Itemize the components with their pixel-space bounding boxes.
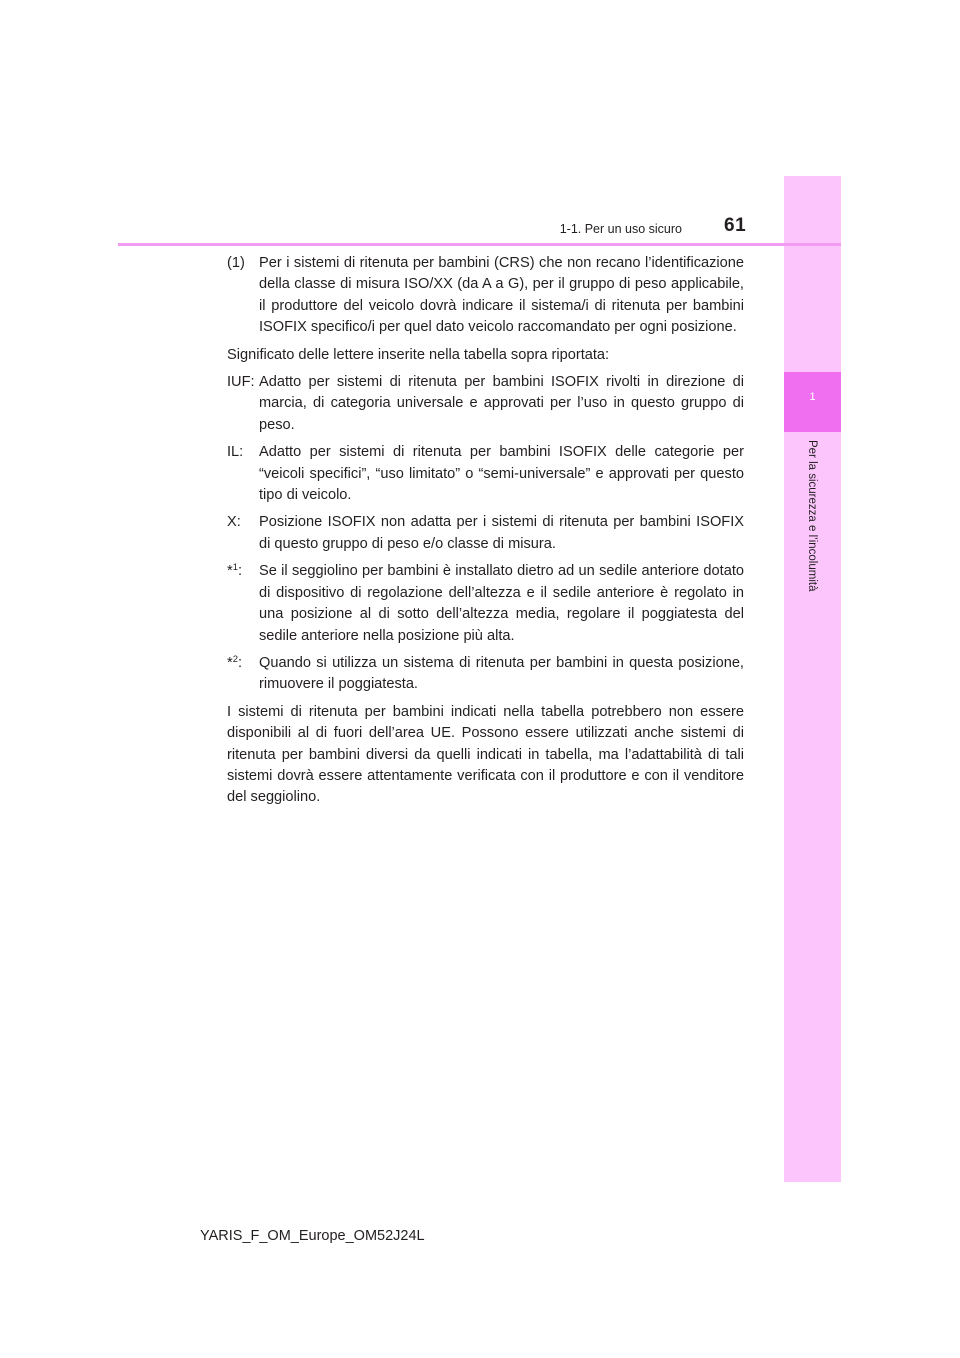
- legend-entry-iuf: [227, 372, 744, 436]
- legend-intro: Significato delle lettere inserite nella tabella sopra riportata:: [227, 346, 610, 363]
- note-entry-2: [227, 653, 744, 696]
- legend-marker: IUF:: [227, 374, 255, 391]
- note-colon: :: [237, 563, 243, 580]
- legend-text: Adatto per sistemi di ritenuta per bambini ISOFIX rivolti in direzione di marcia, di categoria universale e approvati per l’uso in questo gruppo di peso.: [259, 374, 744, 433]
- legend-entry-il: [227, 442, 744, 506]
- legend-text: Posizione ISOFIX non adatta per i sistemi di ritenuta per bambini ISOFIX di questo gruppo di peso e/o classe di misura.: [259, 514, 744, 552]
- document-id: YARIS_F_OM_Europe_OM52J24L: [200, 1228, 425, 1244]
- header-divider: [118, 243, 841, 246]
- legend-marker: IL:: [227, 444, 244, 461]
- note-text: Se il seggiolino per bambini è installato dietro ad un sedile anteriore dotato di dispositivo di regolazione dell’altezza e il sedile anteriore è regolato in una posizione al di sotto dell’altezza media, regolare il poggiatesta del sedile anteriore nella posizione più alta.: [259, 563, 744, 644]
- footnote-entry-1: [227, 253, 744, 339]
- page-number: 61: [724, 215, 747, 236]
- note-marker: [227, 653, 242, 674]
- closing-paragraph: I sistemi di ritenuta per bambini indicati nella tabella potrebbero non essere disponibili al di fuori dell’area UE. Possono essere utilizzati anche sistemi di ritenuta per bambini diversi da quelli indicati in tabella, ma l’adattabilità di tali sistemi dovrà essere attentamente verificata con il produttore e con il venditore del seggiolino.: [227, 703, 744, 806]
- note-star: *: [227, 654, 233, 671]
- note-text: Quando si utilizza un sistema di ritenuta per bambini in questa posizione, rimuovere il poggiatesta.: [259, 654, 744, 693]
- note-star: *: [227, 563, 233, 580]
- note-marker: [227, 561, 242, 582]
- note-colon: :: [237, 654, 243, 671]
- chapter-side-strip: [784, 176, 841, 1182]
- chapter-number-tab: 1: [784, 372, 841, 432]
- footnote-text: Per i sistemi di ritenuta per bambini (CRS) che non recano l’identificazione della classe di misura ISO/XX (da A a G), per il gruppo di peso applicabile, il produttore del veicolo dovrà indicare il sistema/i di ritenuta per bambini ISOFIX specifico/i per quel dato veicolo raccomandato per ogni posizione.: [259, 255, 744, 336]
- note-number: 2: [232, 653, 238, 665]
- legend-text: Adatto per sistemi di ritenuta per bambini ISOFIX delle categorie per “veicoli specifici”, “uso limitato” o “semi-universale” e approvati per questo tipo di veicolo.: [259, 444, 744, 504]
- section-title: 1-1. Per un uso sicuro: [559, 222, 682, 236]
- legend-entry-x: [227, 512, 744, 555]
- footnote-marker: (1): [227, 255, 245, 271]
- legend-marker: X:: [227, 514, 241, 531]
- chapter-title-text: Per la sicurezza e l’incolumità: [806, 440, 818, 592]
- note-entry-1: [227, 561, 744, 647]
- page-body: [227, 253, 744, 815]
- note-number: 1: [232, 562, 238, 574]
